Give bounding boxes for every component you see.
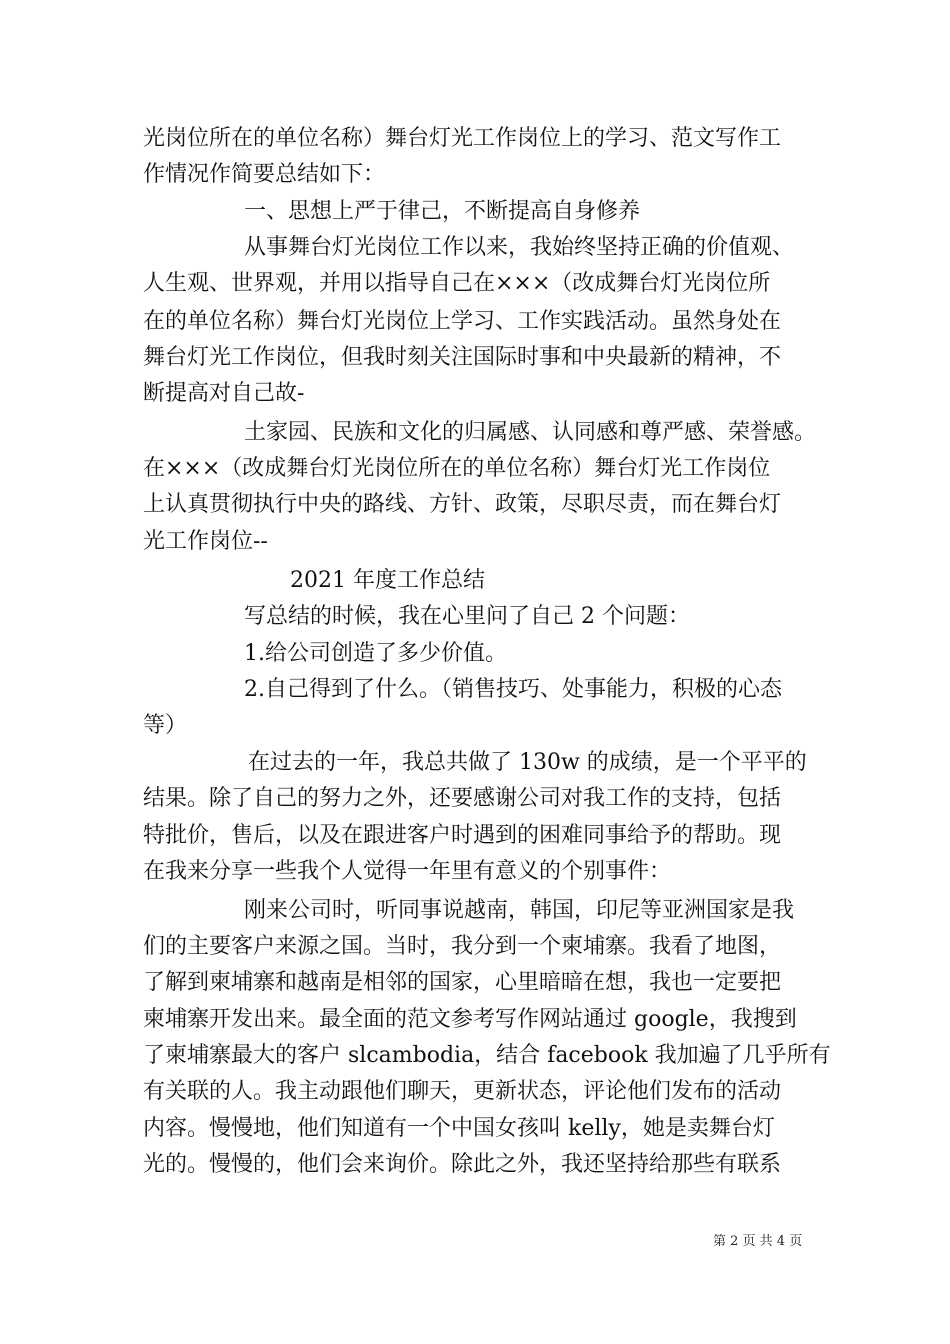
body-text-line: 在我来分享一些我个人觉得一年里有意义的个别事件： — [143, 859, 672, 884]
body-text-line: 们的主要客户来源之国。当时，我分到一个柬埔寨。我看了地图， — [143, 934, 782, 959]
body-text-line: 作情况作简要总结如下： — [143, 162, 386, 187]
body-text-line: 光岗位所在的单位名称）舞台灯光工作岗位上的学习、范文写作工 — [143, 126, 782, 151]
body-text-line: 有关联的人。我主动跟他们聊天，更新状态，评论他们发布的活动 — [143, 1079, 782, 1104]
body-text-line: 上认真贯彻执行中央的路线、方针、政策，尽职尽责，而在舞台灯 — [143, 492, 782, 517]
body-text-line: 光工作岗位-- — [143, 529, 268, 554]
body-text-line: 在×××（改成舞台灯光岗位所在的单位名称）舞台灯光工作岗位 — [143, 456, 771, 481]
summary-title: 2021 年度工作总结 — [290, 568, 485, 593]
body-text-line: 了柬埔寨最大的客户 slcambodia，结合 facebook 我加遍了几乎所有 — [143, 1043, 831, 1068]
body-text-line: 刚来公司时，听同事说越南，韩国，印尼等亚洲国家是我 — [244, 898, 795, 923]
body-text-line: 人生观、世界观，并用以指导自己在×××（改成舞台灯光岗位所 — [143, 271, 771, 296]
body-text-line: 舞台灯光工作岗位，但我时刻关注国际时事和中央最新的精神，不 — [143, 345, 782, 370]
body-text-line: 内容。慢慢地，他们知道有一个中国女孩叫 kelly，她是卖舞台灯 — [143, 1116, 775, 1141]
body-text-line: 柬埔寨开发出来。最全面的范文参考写作网站通过 google，我搜到 — [143, 1007, 797, 1032]
body-text-line: 写总结的时候，我在心里问了自己 2 个问题： — [244, 604, 690, 629]
body-text-line: 特批价，售后，以及在跟进客户时遇到的困难同事给予的帮助。现 — [143, 823, 782, 848]
body-text-line: 断提高对自己故- — [143, 381, 305, 406]
list-item: 2.自己得到了什么。（销售技巧、处事能力，积极的心态 — [244, 677, 782, 702]
body-text-line: 等） — [143, 713, 188, 738]
body-text-line: 了解到柬埔寨和越南是相邻的国家，心里暗暗在想，我也一定要把 — [143, 970, 782, 995]
section-heading: 一、思想上严于律己，不断提高自身修养 — [244, 199, 641, 224]
body-text-line: 结果。除了自己的努力之外，还要感谢公司对我工作的支持，包括 — [143, 786, 782, 811]
body-text-line: 在过去的一年，我总共做了 130w 的成绩，是一个平平的 — [248, 750, 807, 775]
body-text-line: 土家园、民族和文化的归属感、认同感和尊严感、荣誉感。 — [244, 420, 817, 445]
list-item: 1.给公司创造了多少价值。 — [244, 641, 507, 666]
page-number-footer: 第 2 页 共 4 页 — [713, 1234, 803, 1249]
body-text-line: 从事舞台灯光岗位工作以来，我始终坚持正确的价值观、 — [244, 235, 795, 260]
body-text-line: 光的。慢慢的，他们会来询价。除此之外，我还坚持给那些有联系 — [143, 1152, 782, 1177]
body-text-line: 在的单位名称）舞台灯光岗位上学习、工作实践活动。虽然身处在 — [143, 309, 782, 334]
